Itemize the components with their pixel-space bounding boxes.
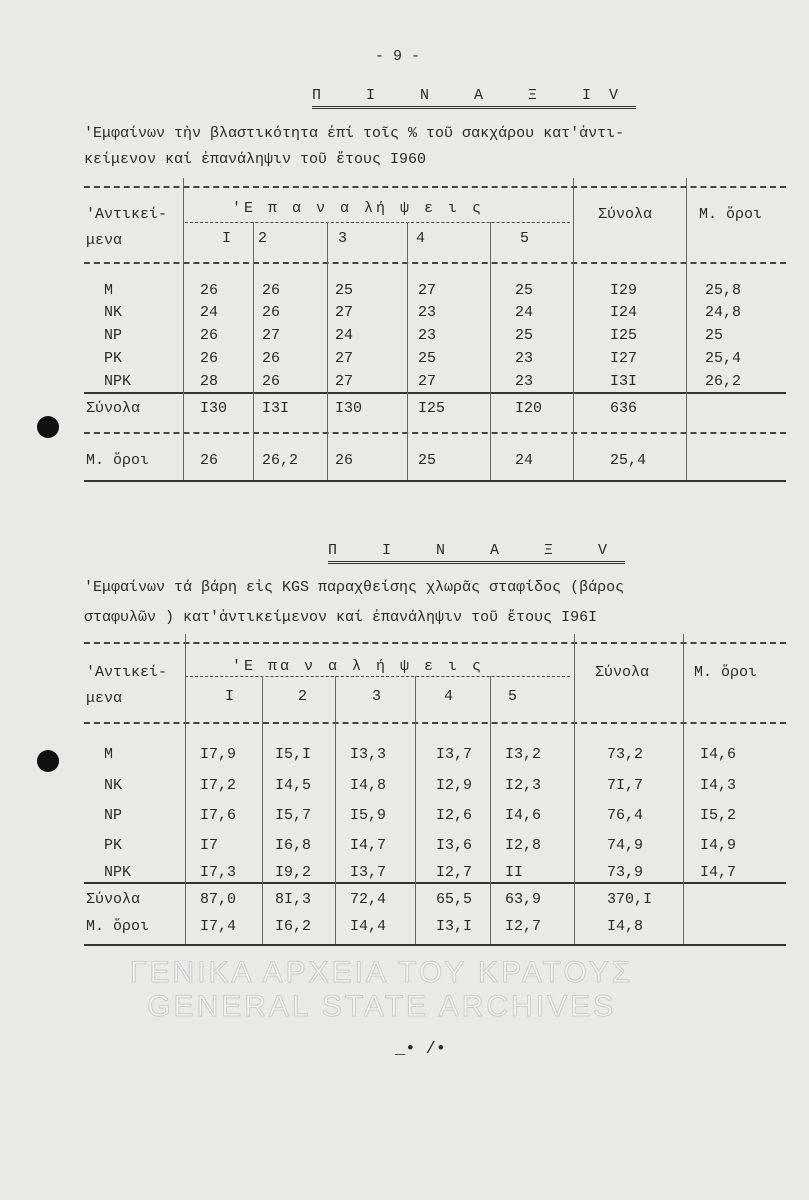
table-cell: 27 xyxy=(335,373,354,390)
table4-title: Π Ι Ν Α Ξ IV xyxy=(312,87,636,109)
row-label: NPK xyxy=(104,864,132,881)
header-label: μενα xyxy=(86,232,123,249)
table-cell: Ι7,9 xyxy=(200,746,237,763)
row-mean: Ι5,2 xyxy=(700,807,737,824)
table-cell: 25 xyxy=(515,327,534,344)
row-mean: 26,2 xyxy=(705,373,742,390)
row-total: Ι29 xyxy=(610,282,638,299)
table-cell: 26 xyxy=(262,304,281,321)
table-cell: 65,5 xyxy=(436,891,473,908)
column-divider xyxy=(327,222,328,480)
row-label: NK xyxy=(104,777,123,794)
table-cell: Ι4,6 xyxy=(505,807,542,824)
table-cell: 63,9 xyxy=(505,891,542,908)
column-divider xyxy=(574,634,575,944)
row-total: 74,9 xyxy=(607,837,644,854)
column-divider xyxy=(683,634,684,944)
table-cell: Ι25 xyxy=(418,400,446,417)
row-label: NP xyxy=(104,327,123,344)
row-mean: 25,4 xyxy=(705,350,742,367)
table-cell: Ι5,Ι xyxy=(275,746,312,763)
footer-mark: _• /• xyxy=(395,1040,447,1059)
table-cell: 87,0 xyxy=(200,891,237,908)
table-cell: 23 xyxy=(515,373,534,390)
table-cell: 27 xyxy=(335,304,354,321)
archive-watermark xyxy=(130,956,633,1024)
dashed-rule xyxy=(84,262,786,264)
table-cell: 27 xyxy=(335,350,354,367)
table-cell: 27 xyxy=(418,282,437,299)
table-cell: Ι4,4 xyxy=(350,918,387,935)
header-rep: 4 xyxy=(444,688,454,705)
row-total: Ι3Ι xyxy=(610,373,638,390)
binder-hole xyxy=(37,750,59,772)
column-divider xyxy=(335,676,336,944)
row-mean: 25 xyxy=(705,327,724,344)
table-cell: 25 xyxy=(418,452,437,469)
dashed-rule xyxy=(84,642,786,644)
column-divider xyxy=(253,222,254,480)
row-total: Ι25 xyxy=(610,327,638,344)
row-mean: Ι4,9 xyxy=(700,837,737,854)
row-label: PK xyxy=(104,350,123,367)
table-cell: 25 xyxy=(515,282,534,299)
table-cell: ΙΙ xyxy=(505,864,524,881)
table-cell: 23 xyxy=(515,350,534,367)
header-group: 'Ε π α ν α λή ψ ε ι ς xyxy=(232,200,485,217)
totals-row-label: Σύνολα xyxy=(86,400,141,417)
table-cell: Ι3,7 xyxy=(436,746,473,763)
table-cell: Ι2,7 xyxy=(505,918,542,935)
row-total: 76,4 xyxy=(607,807,644,824)
row-total: 7Ι,7 xyxy=(607,777,644,794)
table-cell: 26 xyxy=(200,452,219,469)
table-cell: 27 xyxy=(418,373,437,390)
header-rep: 2 xyxy=(298,688,308,705)
row-label: M xyxy=(104,282,114,299)
row-total: 73,9 xyxy=(607,864,644,881)
table-cell: Ι30 xyxy=(335,400,363,417)
row-label: NPK xyxy=(104,373,132,390)
table-cell: Ι3,7 xyxy=(350,864,387,881)
row-mean: Ι4,7 xyxy=(700,864,737,881)
dashed-rule xyxy=(84,186,786,188)
header-totals: Σύνολα xyxy=(598,206,653,223)
table-cell: Ι7,3 xyxy=(200,864,237,881)
dashed-rule xyxy=(84,722,786,724)
column-divider xyxy=(686,178,687,480)
table-cell: Ι2,3 xyxy=(505,777,542,794)
header-totals: Σύνολα xyxy=(595,664,650,681)
header-rep: Ι xyxy=(222,230,232,247)
table5-caption-line1: 'Εμφαίνων τά βάρη εἰς KGS παραχθείσης χλωρᾶς σταφίδος (βάρος xyxy=(84,579,625,596)
table-cell: 23 xyxy=(418,327,437,344)
table-cell: Ι4,7 xyxy=(350,837,387,854)
solid-rule xyxy=(84,392,786,394)
table-cell: Ι3,3 xyxy=(350,746,387,763)
header-rep: 4 xyxy=(416,230,426,247)
table-cell: Ι7,2 xyxy=(200,777,237,794)
table-cell: 26 xyxy=(262,350,281,367)
row-mean: 25,8 xyxy=(705,282,742,299)
row-label: NK xyxy=(104,304,123,321)
table-cell: Ι5,9 xyxy=(350,807,387,824)
table-cell: Ι3,2 xyxy=(505,746,542,763)
row-mean: 24,8 xyxy=(705,304,742,321)
table-cell: 27 xyxy=(262,327,281,344)
solid-rule xyxy=(84,882,786,884)
table-cell: 72,4 xyxy=(350,891,387,908)
table-cell: 25 xyxy=(418,350,437,367)
table-cell: Ι20 xyxy=(515,400,543,417)
column-divider xyxy=(183,178,184,480)
table-cell: Ι9,2 xyxy=(275,864,312,881)
column-divider xyxy=(490,222,491,480)
table5-title: Π Ι Ν Α Ξ V xyxy=(328,542,625,564)
table-cell: 26 xyxy=(200,350,219,367)
dashed-rule xyxy=(84,432,786,434)
table-cell: 26 xyxy=(335,452,354,469)
table-cell: Ι3,Ι xyxy=(436,918,473,935)
header-group: 'Ε πα ν α λ ή ψ ε ι ς xyxy=(232,658,485,675)
table-cell: 26,2 xyxy=(262,452,299,469)
row-mean: Ι4,6 xyxy=(700,746,737,763)
solid-rule xyxy=(84,944,786,946)
table-cell: 23 xyxy=(418,304,437,321)
table-cell: 26 xyxy=(262,373,281,390)
table-cell: 25 xyxy=(335,282,354,299)
column-divider xyxy=(407,222,408,480)
watermark-line2: GENERAL STATE ARCHIVES xyxy=(147,990,617,1023)
header-rep: 3 xyxy=(338,230,348,247)
group-underline xyxy=(185,676,570,677)
table-cell: Ι7 xyxy=(200,837,219,854)
header-label: μενα xyxy=(86,690,123,707)
table4-caption-line2: κείμενον καί ἐπανάληψιν τοῦ ἔτους Ι960 xyxy=(84,151,427,168)
column-divider xyxy=(185,634,186,944)
totals-row-label: Σύνολα xyxy=(86,891,141,908)
row-mean: Ι4,3 xyxy=(700,777,737,794)
group-underline xyxy=(185,222,570,223)
column-divider xyxy=(573,178,574,480)
header-means: Μ. ὅροι xyxy=(699,206,763,223)
table4-caption-line1: 'Εμφαίνων τὴν βλαστικότητα ἐπί τοῖς % τοῦ σακχάρου κατ'ἀντι- xyxy=(84,125,625,142)
table-cell: 24 xyxy=(200,304,219,321)
means-row-label: Μ. ὅροι xyxy=(86,918,150,935)
row-total: 73,2 xyxy=(607,746,644,763)
table-cell: 24 xyxy=(515,452,534,469)
table-cell: Ι3Ι xyxy=(262,400,290,417)
means-row-total: Ι4,8 xyxy=(607,918,644,935)
row-total: Ι27 xyxy=(610,350,638,367)
column-divider xyxy=(262,676,263,944)
column-divider xyxy=(415,676,416,944)
table-cell: Ι5,7 xyxy=(275,807,312,824)
binder-hole xyxy=(37,416,59,438)
table-cell: Ι4,5 xyxy=(275,777,312,794)
header-rep: Ι xyxy=(225,688,235,705)
table-cell: 26 xyxy=(200,327,219,344)
header-means: Μ. ὅροι xyxy=(694,664,758,681)
table-cell: Ι2,8 xyxy=(505,837,542,854)
header-rep: 5 xyxy=(508,688,518,705)
header-rep: 2 xyxy=(258,230,268,247)
table-cell: Ι7,4 xyxy=(200,918,237,935)
table-cell: Ι6,8 xyxy=(275,837,312,854)
table-cell: Ι6,2 xyxy=(275,918,312,935)
row-label: NP xyxy=(104,807,123,824)
row-total: Ι24 xyxy=(610,304,638,321)
table-cell: Ι30 xyxy=(200,400,228,417)
table-cell: 24 xyxy=(515,304,534,321)
page-number: - 9 - xyxy=(375,48,421,65)
header-rep: 3 xyxy=(372,688,382,705)
table-cell: 24 xyxy=(335,327,354,344)
table-cell: Ι4,8 xyxy=(350,777,387,794)
means-row-total: 25,4 xyxy=(610,452,647,469)
column-divider xyxy=(490,676,491,944)
table-cell: Ι2,9 xyxy=(436,777,473,794)
table-cell: 26 xyxy=(200,282,219,299)
table-cell: Ι2,7 xyxy=(436,864,473,881)
header-label: 'Αντικεί- xyxy=(86,664,168,681)
row-label: M xyxy=(104,746,114,763)
totals-row-total: 370,Ι xyxy=(607,891,653,908)
table-cell: Ι3,6 xyxy=(436,837,473,854)
table5-caption-line2: σταφυλῶν ) κατ'ἀντικείμενον καί ἐπανάληψιν τοῦ ἔτους Ι96Ι xyxy=(84,609,598,626)
row-label: PK xyxy=(104,837,123,854)
header-label: 'Αντικεί- xyxy=(86,206,168,223)
solid-rule xyxy=(84,480,786,482)
totals-row-total: 636 xyxy=(610,400,638,417)
table-cell: 8Ι,3 xyxy=(275,891,312,908)
table-cell: 26 xyxy=(262,282,281,299)
table-cell: Ι2,6 xyxy=(436,807,473,824)
table-cell: Ι7,6 xyxy=(200,807,237,824)
header-rep: 5 xyxy=(520,230,530,247)
means-row-label: Μ. ὅροι xyxy=(86,452,150,469)
watermark-line1: ΓΕΝΙΚΑ ΑΡΧΕΙΑ ΤΟΥ ΚΡΑΤΟΥΣ xyxy=(130,956,634,989)
table-cell: 28 xyxy=(200,373,219,390)
